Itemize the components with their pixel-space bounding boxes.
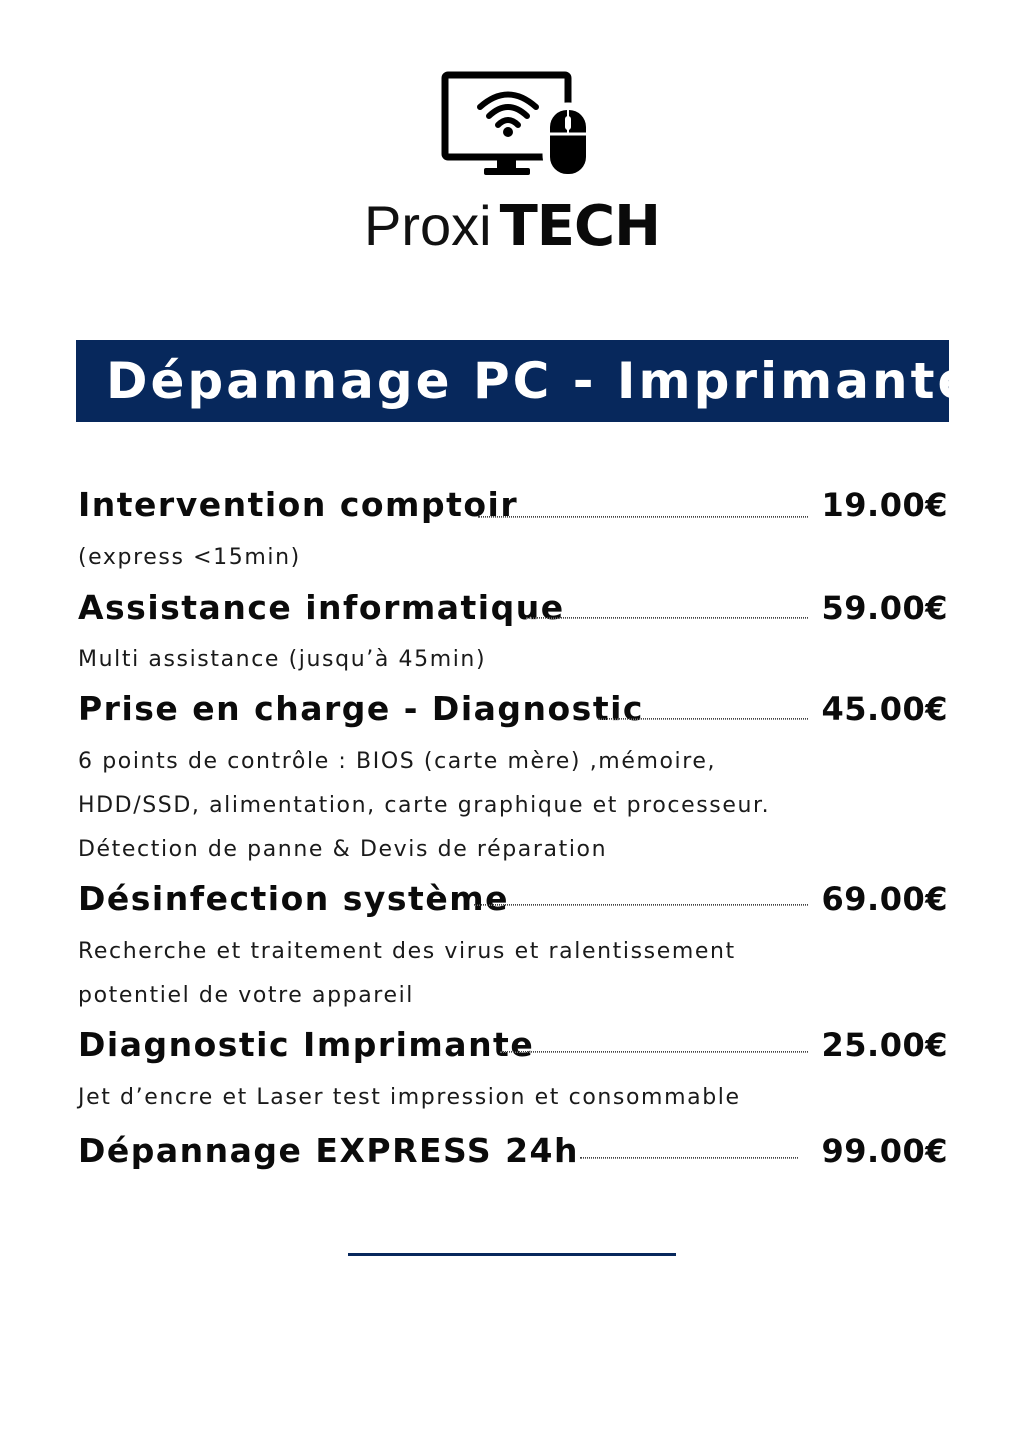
brand-name-light: Proxi — [363, 194, 492, 257]
service-description: HDD/SSD, alimentation, carte graphique et processeur. — [78, 793, 771, 818]
service-description: (express <15min) — [78, 545, 301, 570]
dotted-leader — [478, 516, 808, 518]
footer-divider — [348, 1253, 676, 1256]
service-row-intervention-comptoir — [78, 482, 948, 528]
service-name: Diagnostic Imprimante — [78, 1025, 535, 1064]
service-description: Multi assistance (jusqu’à 45min) — [78, 647, 487, 672]
service-description: Détection de panne & Devis de réparation — [78, 837, 608, 862]
service-name: Assistance informatique — [78, 588, 565, 627]
service-price: 25.00€ — [821, 1026, 948, 1064]
service-price: 45.00€ — [821, 690, 948, 728]
service-price: 69.00€ — [821, 880, 948, 918]
service-name: Prise en charge - Diagnostic — [78, 689, 644, 728]
section-title: Dépannage PC - Imprimante — [106, 352, 975, 410]
service-row-prise-en-charge-diagnostic — [78, 686, 948, 732]
dotted-leader — [580, 1157, 798, 1159]
dotted-leader — [500, 1051, 808, 1053]
brand-name-bold: TECH — [499, 194, 660, 259]
service-name: Désinfection système — [78, 879, 509, 918]
service-row-desinfection-systeme — [78, 876, 948, 922]
dotted-leader — [526, 617, 808, 619]
dotted-leader — [598, 718, 808, 720]
service-description: Jet d’encre et Laser test impression et consommable — [78, 1085, 741, 1110]
service-price: 19.00€ — [821, 486, 948, 524]
service-description: potentiel de votre appareil — [78, 983, 415, 1008]
dotted-leader — [474, 904, 808, 906]
service-price: 59.00€ — [821, 589, 948, 627]
brand-name — [0, 192, 1024, 261]
service-price: 99.00€ — [821, 1132, 948, 1170]
service-row-depannage-express — [78, 1128, 948, 1174]
section-banner — [76, 340, 975, 422]
service-row-diagnostic-imprimante — [78, 1022, 948, 1068]
service-name: Dépannage EXPRESS 24h — [78, 1131, 579, 1170]
service-name: Intervention comptoir — [78, 485, 519, 524]
computer-monitor-wifi-mouse-icon — [440, 70, 595, 182]
service-description: 6 points de contrôle : BIOS (carte mère) ,mémoire, — [78, 749, 717, 774]
service-description: Recherche et traitement des virus et ralentissement — [78, 939, 736, 964]
service-row-assistance-informatique — [78, 585, 948, 631]
